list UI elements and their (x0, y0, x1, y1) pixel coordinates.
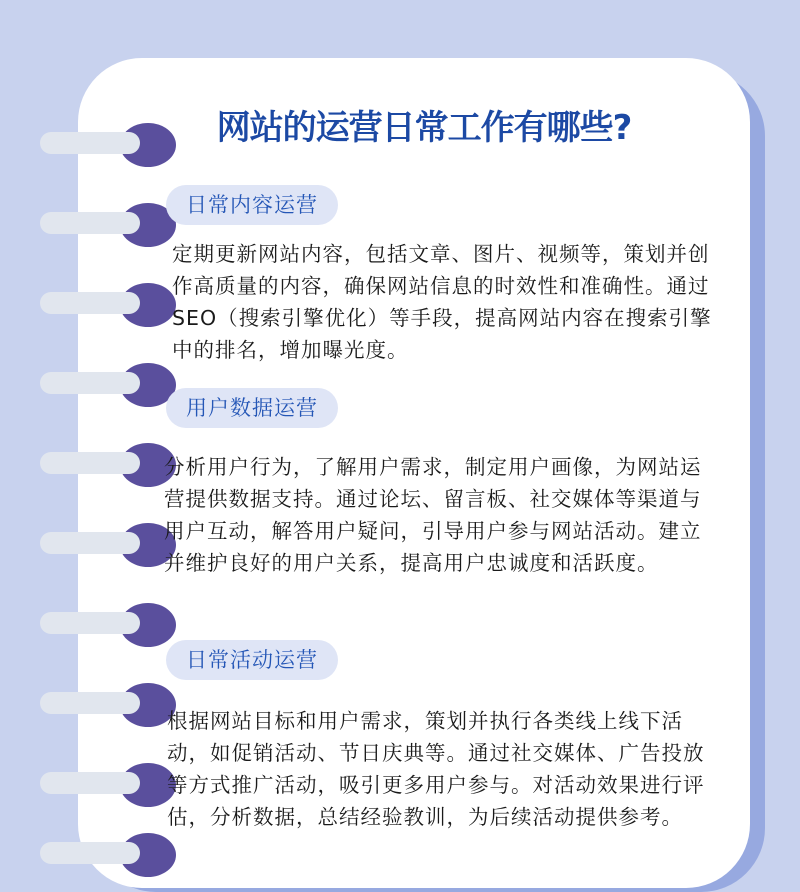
binding-ring-bar (40, 292, 140, 314)
binding-ring (40, 280, 140, 330)
section-heading-content: 日常内容运营 (166, 185, 338, 225)
section-heading-user-data: 用户数据运营 (166, 388, 338, 428)
binding-ring (40, 830, 140, 880)
binding-ring (40, 440, 140, 490)
binding-ring-bar (40, 692, 140, 714)
page-title: 网站的运营日常工作有哪些? (216, 108, 632, 148)
binding-ring (40, 760, 140, 810)
binding-ring-bar (40, 772, 140, 794)
binding-ring (40, 520, 140, 570)
section-body-activity: 根据网站目标和用户需求，策划并执行各类线上线下活动，如促销活动、节日庆典等。通过社交媒体、广告投放等方式推广活动，吸引更多用户参与。对活动效果进行评估，分析数据，总结经验教训，为后续活动提供参考。 (167, 709, 705, 829)
binding-ring-bar (40, 532, 140, 554)
section-body-content: 定期更新网站内容，包括文章、图片、视频等，策划并创作高质量的内容，确保网站信息的时效性和准确性。通过SEO（搜索引擎优化）等手段，提高网站内容在搜索引擎中的排名，增加曝光度。 (172, 242, 712, 362)
section-body-user-data: 分析用户行为，了解用户需求，制定用户画像，为网站运营提供数据支持。通过论坛、留言板、社交媒体等渠道与用户互动，解答用户疑问，引导用户参与网站活动。建立并维护良好的用户关系，提高用户忠诚度和活跃度。 (164, 455, 702, 575)
binding-ring (40, 600, 140, 650)
binding-ring (40, 200, 140, 250)
binding-ring-bar (40, 212, 140, 234)
binding-ring (40, 680, 140, 730)
binding-ring-bar (40, 372, 140, 394)
section-heading-activity: 日常活动运营 (166, 640, 338, 680)
binding-ring-bar (40, 842, 140, 864)
binding-ring (40, 360, 140, 410)
binding-ring-bar (40, 612, 140, 634)
binding-ring-bar (40, 452, 140, 474)
